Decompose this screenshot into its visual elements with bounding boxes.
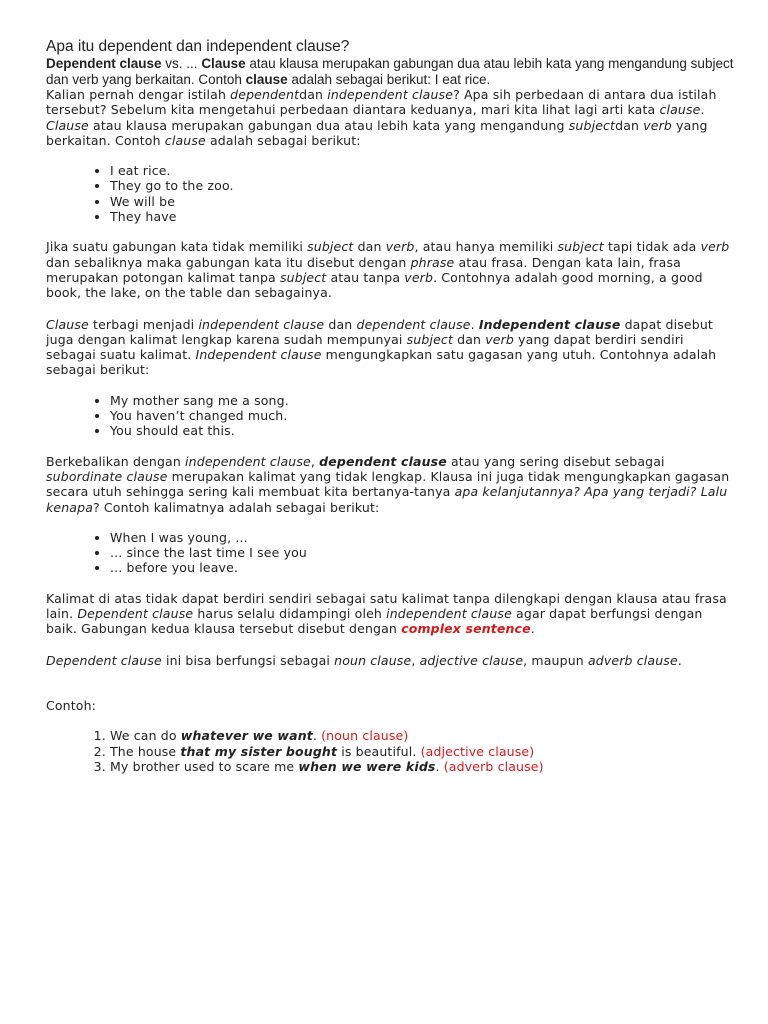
article [46, 38, 736, 774]
text: , atau hanya memiliki [414, 239, 558, 255]
term: noun clause [334, 652, 412, 668]
term: independent clause [386, 606, 512, 622]
term: verb [700, 239, 730, 255]
term: independent clause [185, 453, 311, 469]
list-item: • You should eat this. [110, 423, 736, 438]
text: atau tanpa [326, 269, 405, 285]
independent-example-list [46, 393, 736, 439]
text: , maupun [523, 652, 588, 668]
clause-type-tag: (noun clause) [321, 728, 409, 744]
term: subject [557, 239, 604, 255]
dependent-example-list [46, 530, 736, 576]
text: agar dapat berfungsi dengan baik. Gabungan kedua klausa tersebut disebut dengan [46, 606, 703, 637]
text: . [530, 621, 535, 637]
list-item: • We will be [110, 194, 736, 209]
term: subordinate clause [46, 468, 168, 484]
list-item [110, 744, 736, 759]
paragraph-independent [46, 317, 736, 378]
term: adverb clause [587, 652, 678, 668]
text: yang dapat berdiri sendiri sebagai suatu kalimat. [46, 331, 684, 363]
text: dan [299, 87, 328, 102]
paragraph-complex [46, 591, 736, 637]
term: Clause [46, 117, 89, 133]
term: phrase [410, 254, 455, 270]
paragraph-functions [46, 653, 736, 668]
text: dan [453, 331, 486, 347]
list-item [110, 728, 736, 743]
text: atau klausa merupakan gabungan dua atau lebih kata yang mengandung [88, 117, 569, 133]
list-item: • ... before you leave. [110, 560, 736, 575]
lead-term: Clause [201, 56, 246, 71]
term-strong: dependent clause [319, 453, 447, 469]
term: subject [568, 117, 616, 133]
list-item: • I eat rice. [110, 163, 736, 178]
lead-text: vs. ... [161, 56, 202, 71]
text: dan sebaliknya maka gabungan kata itu disebut dengan [46, 254, 411, 270]
term: clause [164, 132, 206, 148]
term: verb [485, 331, 514, 347]
clause-type-tag: (adjective clause) [420, 743, 535, 759]
text: My brother used to scare me [110, 758, 299, 774]
text: ini bisa berfungsi sebagai [161, 652, 335, 668]
text: ? Apa sih perbedaan di antara dua istilah tersebut? Sebelum kita mengetahui perbedaan diantara keduanya, mari kita lihat lagi arti kata [46, 87, 717, 118]
text: The house [110, 743, 181, 759]
term: independent clause [327, 87, 454, 102]
clause-highlight: whatever we want [180, 728, 313, 744]
clause-highlight: when we were kids [298, 758, 436, 774]
clause-function-examples [46, 728, 736, 774]
term: adjective clause [419, 652, 524, 668]
clause-highlight: that my sister bought [180, 743, 338, 759]
text: atau yang sering disebut sebagai [446, 453, 665, 469]
lead-text: adalah sebagai berikut: I eat rice. [287, 71, 491, 87]
term: Independent clause [195, 347, 322, 363]
text: dan [353, 239, 386, 255]
lead-term: clause [245, 71, 288, 87]
term-strong: Independent clause [478, 316, 621, 332]
text: atau frasa. Dengan kata lain, frasa merupakan potongan kalimat tanpa [46, 254, 681, 285]
text: , [411, 652, 420, 668]
text: adalah sebagai berikut: [205, 132, 361, 148]
term: independent clause [198, 316, 325, 332]
term: Clause [46, 316, 89, 332]
text: dapat disebut juga dengan kalimat lengkap karena sudah mempunyai [46, 316, 713, 347]
text: ? Contoh kalimatnya adalah sebagai berikut: [93, 499, 380, 515]
term: clause [659, 102, 701, 118]
paragraph-phrase [46, 239, 736, 300]
contoh-label: Contoh: [46, 697, 97, 713]
text: terbagi menjadi [88, 316, 199, 332]
paragraph-dependent [46, 454, 736, 515]
lead-text: atau klausa merupakan gabungan dua atau lebih kata yang mengandung subject dan verb yang berkaitan. Contoh [46, 56, 734, 87]
text: mengungkapkan satu gagasan yang utuh. Contohnya adalah sebagai berikut: [46, 347, 717, 378]
text: merupakan kalimat yang tidak lengkap. Klausa ini juga tidak mengungkapkan gagasan secara utuh sehingga sering kali membuat kita bertanya-tanya [46, 468, 730, 500]
term: subject [307, 239, 354, 255]
text: Kalian pernah dengar istilah [46, 87, 231, 102]
list-item: • My mother sang me a song. [110, 393, 736, 408]
text: We can do [110, 728, 181, 744]
text: . [312, 728, 322, 744]
list-item: • They go to the zoo. [110, 178, 736, 193]
list-item: • ... since the last time I see you [110, 545, 736, 560]
text: tapi tidak ada [603, 239, 701, 255]
clause-example-list [46, 163, 736, 224]
list-item [110, 759, 736, 774]
term: Dependent clause [77, 606, 194, 622]
list-item: • When I was young, ... [110, 530, 736, 545]
text: , [310, 453, 320, 469]
lead-paragraph [46, 56, 736, 87]
text: dan [615, 117, 644, 133]
text: . [700, 102, 705, 118]
term: Dependent clause [46, 652, 162, 668]
complex-sentence-term: complex sentence [401, 621, 531, 637]
text: dan [324, 316, 357, 332]
text: yang berkaitan. Contoh [46, 117, 708, 148]
text: . [435, 758, 444, 774]
paragraph-intro [46, 87, 736, 148]
page-title: Apa itu dependent dan independent clause? [46, 38, 350, 55]
term: dependent clause [356, 316, 471, 332]
text: . [677, 652, 682, 668]
list-item: • You haven’t changed much. [110, 408, 736, 423]
term: subject [279, 269, 327, 285]
clause-type-tag: (adverb clause) [443, 758, 544, 774]
term: dependent [230, 87, 300, 102]
text: harus selalu didampingi oleh [193, 606, 387, 622]
list-item: • They have [110, 209, 736, 224]
text: Kalimat di atas tidak dapat berdiri sendiri sebagai satu kalimat tanpa dilengkapi dengan klausa atau frasa lain. [46, 590, 727, 622]
term: verb [385, 239, 415, 255]
term: apa kelanjutannya? Apa yang terjadi? Lalu kenapa [46, 484, 728, 515]
term: subject [406, 331, 453, 347]
lead-term: Dependent clause [46, 56, 162, 71]
text: Berkebalikan dengan [46, 453, 186, 469]
text: Jika suatu gabungan kata tidak memiliki [46, 239, 308, 255]
term: verb [404, 269, 434, 285]
term: verb [643, 117, 672, 133]
text: is beautiful. [337, 743, 421, 759]
text: . [470, 316, 479, 332]
text: . Contohnya adalah good morning, a good book, the lake, on the table dan sebagainya. [46, 269, 703, 301]
